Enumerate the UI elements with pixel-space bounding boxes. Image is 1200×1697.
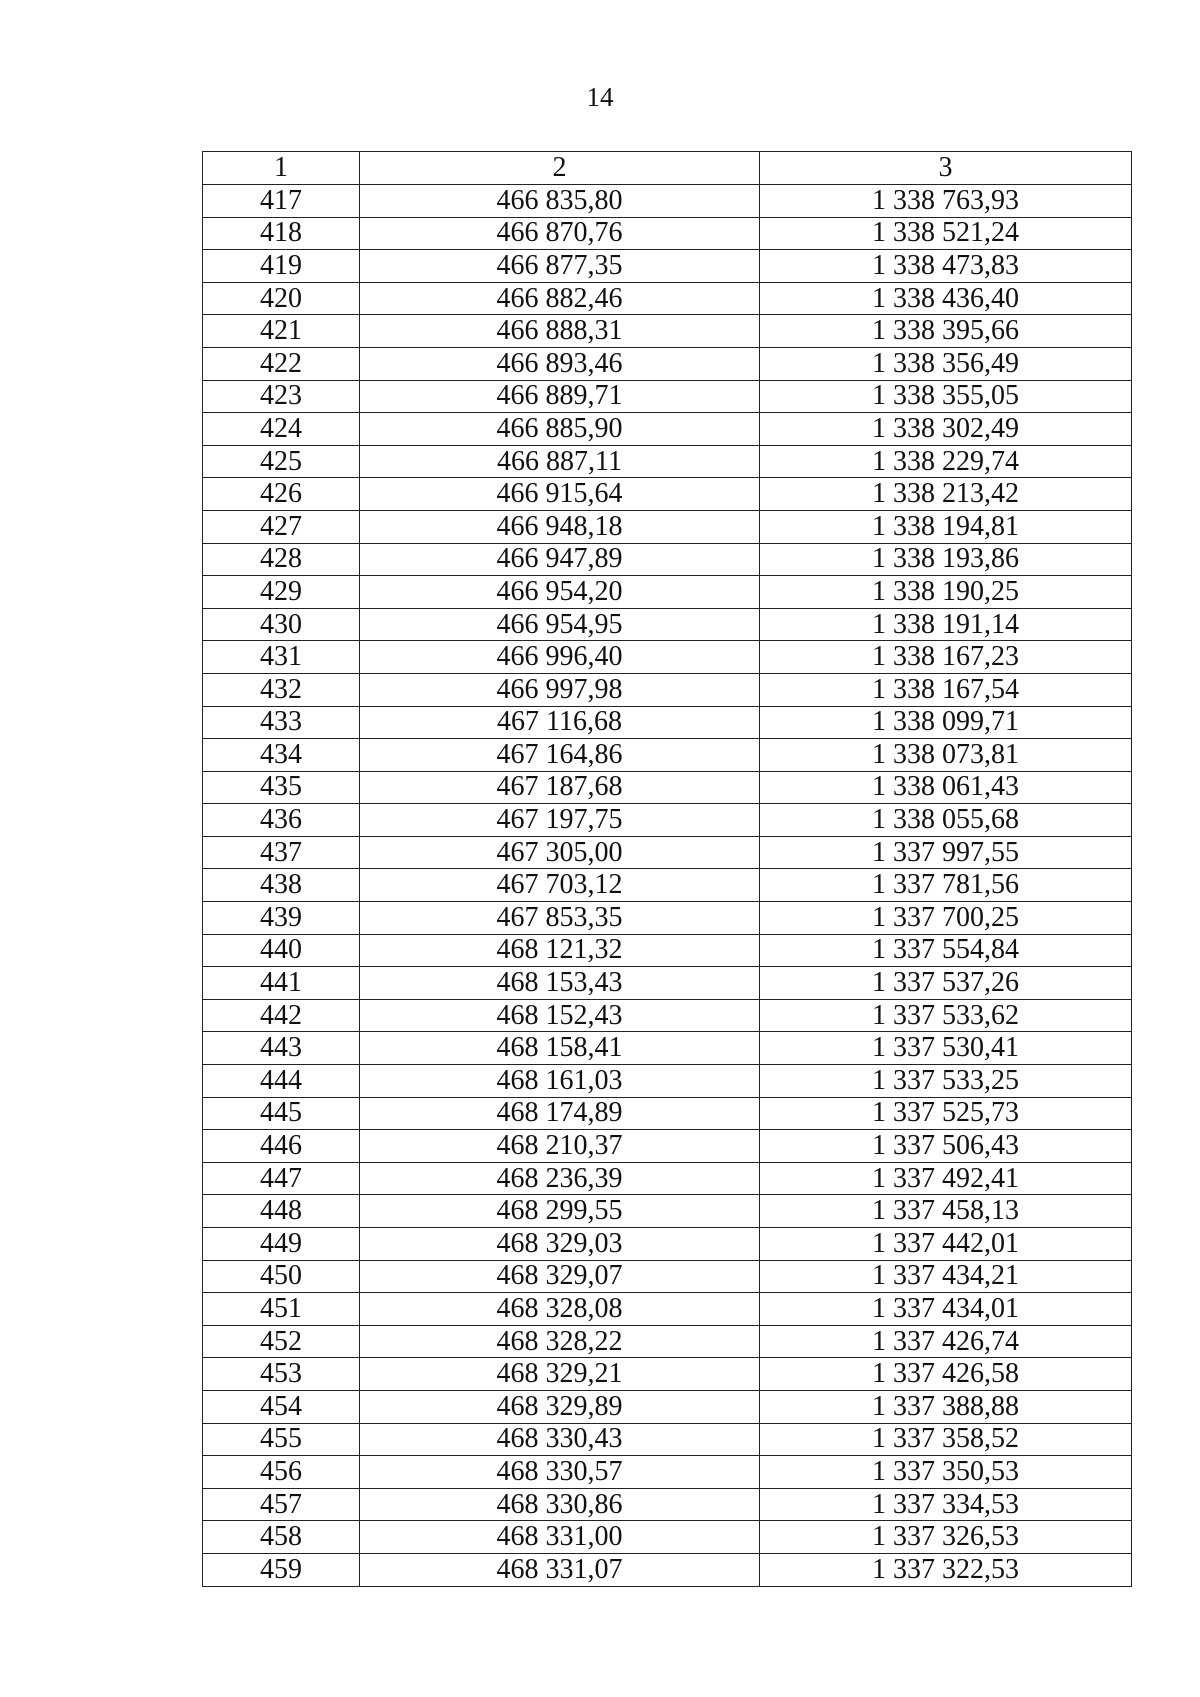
point-number-cell: 451 bbox=[203, 1293, 360, 1326]
table-row bbox=[203, 217, 1132, 250]
x-coordinate-cell: 466 885,90 bbox=[360, 413, 760, 446]
point-number-cell: 450 bbox=[203, 1260, 360, 1293]
table-row bbox=[203, 967, 1132, 1000]
point-number-cell: 417 bbox=[203, 185, 360, 218]
point-number-cell: 447 bbox=[203, 1162, 360, 1195]
y-coordinate-cell: 1 337 326,53 bbox=[760, 1521, 1132, 1554]
point-number-cell: 444 bbox=[203, 1065, 360, 1098]
y-coordinate-cell: 1 338 193,86 bbox=[760, 543, 1132, 576]
table-row bbox=[203, 510, 1132, 543]
point-number-cell: 421 bbox=[203, 315, 360, 348]
table-row bbox=[203, 1195, 1132, 1228]
y-coordinate-cell: 1 337 426,74 bbox=[760, 1325, 1132, 1358]
y-coordinate-cell: 1 337 350,53 bbox=[760, 1456, 1132, 1489]
point-number-cell: 426 bbox=[203, 478, 360, 511]
y-coordinate-cell: 1 338 194,81 bbox=[760, 510, 1132, 543]
y-coordinate-cell: 1 338 395,66 bbox=[760, 315, 1132, 348]
y-coordinate-cell: 1 337 358,52 bbox=[760, 1423, 1132, 1456]
x-coordinate-cell: 466 948,18 bbox=[360, 510, 760, 543]
point-number-cell: 438 bbox=[203, 869, 360, 902]
table-row bbox=[203, 1032, 1132, 1065]
point-number-cell: 433 bbox=[203, 706, 360, 739]
y-coordinate-cell: 1 337 700,25 bbox=[760, 902, 1132, 935]
point-number-cell: 441 bbox=[203, 967, 360, 1000]
point-number-cell: 439 bbox=[203, 902, 360, 935]
point-number-cell: 458 bbox=[203, 1521, 360, 1554]
y-coordinate-cell: 1 338 055,68 bbox=[760, 804, 1132, 837]
table-row bbox=[203, 1553, 1132, 1586]
table-row bbox=[203, 282, 1132, 315]
table-row bbox=[203, 250, 1132, 283]
y-coordinate-cell: 1 338 302,49 bbox=[760, 413, 1132, 446]
x-coordinate-cell: 468 121,32 bbox=[360, 934, 760, 967]
x-coordinate-cell: 466 888,31 bbox=[360, 315, 760, 348]
y-coordinate-cell: 1 338 229,74 bbox=[760, 445, 1132, 478]
point-number-cell: 445 bbox=[203, 1097, 360, 1130]
x-coordinate-cell: 468 158,41 bbox=[360, 1032, 760, 1065]
point-number-cell: 429 bbox=[203, 576, 360, 609]
x-coordinate-cell: 467 703,12 bbox=[360, 869, 760, 902]
point-number-cell: 442 bbox=[203, 999, 360, 1032]
point-number-cell: 446 bbox=[203, 1130, 360, 1163]
table-row bbox=[203, 1097, 1132, 1130]
table-row bbox=[203, 641, 1132, 674]
y-coordinate-cell: 1 338 521,24 bbox=[760, 217, 1132, 250]
point-number-cell: 435 bbox=[203, 771, 360, 804]
y-coordinate-cell: 1 337 388,88 bbox=[760, 1390, 1132, 1423]
x-coordinate-cell: 468 153,43 bbox=[360, 967, 760, 1000]
table-row bbox=[203, 1065, 1132, 1098]
point-number-cell: 434 bbox=[203, 739, 360, 772]
x-coordinate-cell: 466 997,98 bbox=[360, 673, 760, 706]
y-coordinate-cell: 1 337 492,41 bbox=[760, 1162, 1132, 1195]
table-row bbox=[203, 445, 1132, 478]
table-row bbox=[203, 1358, 1132, 1391]
y-coordinate-cell: 1 338 099,71 bbox=[760, 706, 1132, 739]
x-coordinate-cell: 468 330,86 bbox=[360, 1488, 760, 1521]
x-coordinate-cell: 466 877,35 bbox=[360, 250, 760, 283]
header-row bbox=[203, 152, 1132, 185]
point-number-cell: 430 bbox=[203, 608, 360, 641]
y-coordinate-cell: 1 337 530,41 bbox=[760, 1032, 1132, 1065]
coordinates-table bbox=[202, 151, 1132, 1587]
y-coordinate-cell: 1 337 458,13 bbox=[760, 1195, 1132, 1228]
x-coordinate-cell: 468 329,03 bbox=[360, 1228, 760, 1261]
y-coordinate-cell: 1 337 533,62 bbox=[760, 999, 1132, 1032]
table-row bbox=[203, 478, 1132, 511]
table-row bbox=[203, 1293, 1132, 1326]
x-coordinate-cell: 467 305,00 bbox=[360, 836, 760, 869]
x-coordinate-cell: 466 887,11 bbox=[360, 445, 760, 478]
table-body bbox=[203, 185, 1132, 1587]
y-coordinate-cell: 1 337 506,43 bbox=[760, 1130, 1132, 1163]
y-coordinate-cell: 1 337 781,56 bbox=[760, 869, 1132, 902]
table-row bbox=[203, 1260, 1132, 1293]
x-coordinate-cell: 468 330,57 bbox=[360, 1456, 760, 1489]
table-header bbox=[203, 152, 1132, 185]
table-row bbox=[203, 739, 1132, 772]
table-row bbox=[203, 185, 1132, 218]
table-row bbox=[203, 771, 1132, 804]
table-row bbox=[203, 413, 1132, 446]
x-coordinate-cell: 466 870,76 bbox=[360, 217, 760, 250]
x-coordinate-cell: 468 329,89 bbox=[360, 1390, 760, 1423]
x-coordinate-cell: 466 889,71 bbox=[360, 380, 760, 413]
point-number-cell: 423 bbox=[203, 380, 360, 413]
table-row bbox=[203, 902, 1132, 935]
page-number: 14 bbox=[586, 82, 614, 112]
y-coordinate-cell: 1 338 213,42 bbox=[760, 478, 1132, 511]
x-coordinate-cell: 468 152,43 bbox=[360, 999, 760, 1032]
x-coordinate-cell: 466 947,89 bbox=[360, 543, 760, 576]
point-number-cell: 452 bbox=[203, 1325, 360, 1358]
table-row bbox=[203, 804, 1132, 837]
y-coordinate-cell: 1 337 434,01 bbox=[760, 1293, 1132, 1326]
x-coordinate-cell: 467 187,68 bbox=[360, 771, 760, 804]
y-coordinate-cell: 1 337 554,84 bbox=[760, 934, 1132, 967]
table-row bbox=[203, 836, 1132, 869]
y-coordinate-cell: 1 337 434,21 bbox=[760, 1260, 1132, 1293]
point-number-cell: 440 bbox=[203, 934, 360, 967]
point-number-cell: 455 bbox=[203, 1423, 360, 1456]
x-coordinate-cell: 466 893,46 bbox=[360, 347, 760, 380]
header-col-3: 3 bbox=[760, 152, 1132, 185]
y-coordinate-cell: 1 338 190,25 bbox=[760, 576, 1132, 609]
point-number-cell: 420 bbox=[203, 282, 360, 315]
y-coordinate-cell: 1 337 442,01 bbox=[760, 1228, 1132, 1261]
table-row bbox=[203, 543, 1132, 576]
table-row bbox=[203, 706, 1132, 739]
table-row bbox=[203, 315, 1132, 348]
table-row bbox=[203, 1456, 1132, 1489]
y-coordinate-cell: 1 337 537,26 bbox=[760, 967, 1132, 1000]
x-coordinate-cell: 467 853,35 bbox=[360, 902, 760, 935]
point-number-cell: 448 bbox=[203, 1195, 360, 1228]
y-coordinate-cell: 1 337 525,73 bbox=[760, 1097, 1132, 1130]
point-number-cell: 431 bbox=[203, 641, 360, 674]
table-row bbox=[203, 999, 1132, 1032]
table-row bbox=[203, 1488, 1132, 1521]
y-coordinate-cell: 1 338 191,14 bbox=[760, 608, 1132, 641]
point-number-cell: 422 bbox=[203, 347, 360, 380]
x-coordinate-cell: 468 328,22 bbox=[360, 1325, 760, 1358]
x-coordinate-cell: 468 236,39 bbox=[360, 1162, 760, 1195]
x-coordinate-cell: 466 954,20 bbox=[360, 576, 760, 609]
y-coordinate-cell: 1 337 334,53 bbox=[760, 1488, 1132, 1521]
table-row bbox=[203, 1325, 1132, 1358]
header-col-1: 1 bbox=[203, 152, 360, 185]
point-number-cell: 454 bbox=[203, 1390, 360, 1423]
x-coordinate-cell: 468 329,07 bbox=[360, 1260, 760, 1293]
x-coordinate-cell: 466 915,64 bbox=[360, 478, 760, 511]
y-coordinate-cell: 1 337 997,55 bbox=[760, 836, 1132, 869]
y-coordinate-cell: 1 338 167,54 bbox=[760, 673, 1132, 706]
y-coordinate-cell: 1 338 356,49 bbox=[760, 347, 1132, 380]
table-row bbox=[203, 869, 1132, 902]
point-number-cell: 419 bbox=[203, 250, 360, 283]
point-number-cell: 427 bbox=[203, 510, 360, 543]
x-coordinate-cell: 468 161,03 bbox=[360, 1065, 760, 1098]
table-row bbox=[203, 1423, 1132, 1456]
point-number-cell: 425 bbox=[203, 445, 360, 478]
x-coordinate-cell: 468 174,89 bbox=[360, 1097, 760, 1130]
x-coordinate-cell: 468 330,43 bbox=[360, 1423, 760, 1456]
point-number-cell: 459 bbox=[203, 1553, 360, 1586]
point-number-cell: 443 bbox=[203, 1032, 360, 1065]
point-number-cell: 424 bbox=[203, 413, 360, 446]
x-coordinate-cell: 468 299,55 bbox=[360, 1195, 760, 1228]
table-row bbox=[203, 934, 1132, 967]
x-coordinate-cell: 466 835,80 bbox=[360, 185, 760, 218]
point-number-cell: 418 bbox=[203, 217, 360, 250]
y-coordinate-cell: 1 338 473,83 bbox=[760, 250, 1132, 283]
y-coordinate-cell: 1 337 322,53 bbox=[760, 1553, 1132, 1586]
x-coordinate-cell: 468 210,37 bbox=[360, 1130, 760, 1163]
x-coordinate-cell: 467 116,68 bbox=[360, 706, 760, 739]
table-row bbox=[203, 1228, 1132, 1261]
y-coordinate-cell: 1 338 355,05 bbox=[760, 380, 1132, 413]
table-row bbox=[203, 1390, 1132, 1423]
x-coordinate-cell: 466 954,95 bbox=[360, 608, 760, 641]
header-col-2: 2 bbox=[360, 152, 760, 185]
table-row bbox=[203, 608, 1132, 641]
table-row bbox=[203, 1162, 1132, 1195]
x-coordinate-cell: 468 329,21 bbox=[360, 1358, 760, 1391]
y-coordinate-cell: 1 338 061,43 bbox=[760, 771, 1132, 804]
table-row bbox=[203, 1521, 1132, 1554]
y-coordinate-cell: 1 338 763,93 bbox=[760, 185, 1132, 218]
y-coordinate-cell: 1 338 436,40 bbox=[760, 282, 1132, 315]
point-number-cell: 428 bbox=[203, 543, 360, 576]
x-coordinate-cell: 467 197,75 bbox=[360, 804, 760, 837]
x-coordinate-cell: 466 882,46 bbox=[360, 282, 760, 315]
y-coordinate-cell: 1 338 167,23 bbox=[760, 641, 1132, 674]
y-coordinate-cell: 1 338 073,81 bbox=[760, 739, 1132, 772]
x-coordinate-cell: 468 331,00 bbox=[360, 1521, 760, 1554]
point-number-cell: 457 bbox=[203, 1488, 360, 1521]
x-coordinate-cell: 468 328,08 bbox=[360, 1293, 760, 1326]
y-coordinate-cell: 1 337 426,58 bbox=[760, 1358, 1132, 1391]
point-number-cell: 449 bbox=[203, 1228, 360, 1261]
table-row bbox=[203, 380, 1132, 413]
point-number-cell: 437 bbox=[203, 836, 360, 869]
point-number-cell: 436 bbox=[203, 804, 360, 837]
point-number-cell: 453 bbox=[203, 1358, 360, 1391]
table-row bbox=[203, 1130, 1132, 1163]
table-row bbox=[203, 576, 1132, 609]
x-coordinate-cell: 467 164,86 bbox=[360, 739, 760, 772]
point-number-cell: 432 bbox=[203, 673, 360, 706]
point-number-cell: 456 bbox=[203, 1456, 360, 1489]
x-coordinate-cell: 468 331,07 bbox=[360, 1553, 760, 1586]
table-row bbox=[203, 347, 1132, 380]
y-coordinate-cell: 1 337 533,25 bbox=[760, 1065, 1132, 1098]
x-coordinate-cell: 466 996,40 bbox=[360, 641, 760, 674]
table-row bbox=[203, 673, 1132, 706]
